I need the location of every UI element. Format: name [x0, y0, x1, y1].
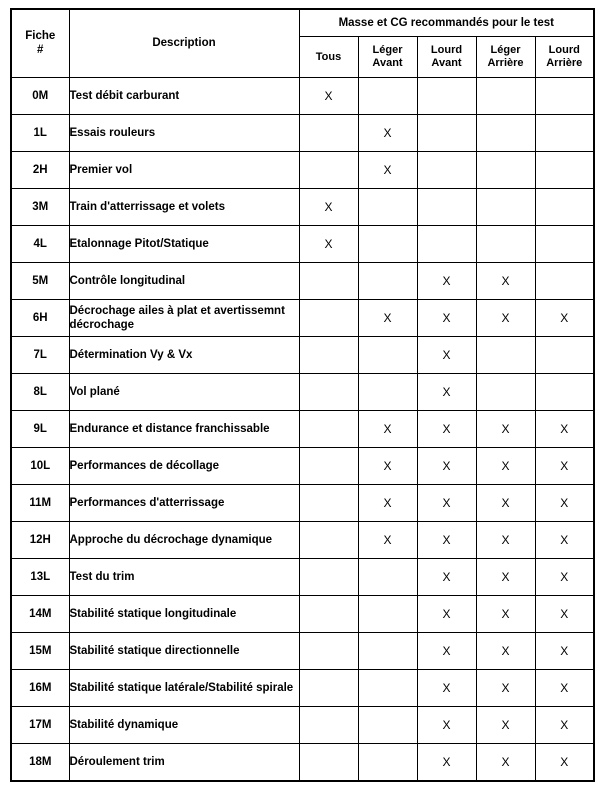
- table-row: [11, 226, 594, 263]
- cell-mark-lourd-avant: [417, 189, 476, 226]
- cell-fiche-number: 13L: [11, 559, 69, 596]
- header-leger-arriere-line1: Léger: [490, 44, 521, 57]
- header-leger-avant-line2: Avant: [372, 57, 403, 69]
- cell-mark-leger-arriere: X: [476, 596, 535, 633]
- cell-mark-leger-arriere: X: [476, 263, 535, 300]
- header-lourd-arriere: [535, 37, 594, 78]
- cell-mark-tous: [299, 596, 358, 633]
- cell-mark-tous: [299, 522, 358, 559]
- cell-mark-leger-arriere: X: [476, 522, 535, 559]
- cell-mark-leger-avant: X: [358, 522, 417, 559]
- cell-description: Approche du décrochage dynamique: [69, 522, 299, 559]
- cell-mark-leger-arriere: X: [476, 485, 535, 522]
- cell-fiche-number: 3M: [11, 189, 69, 226]
- cell-fiche-number: 12H: [11, 522, 69, 559]
- table-row: [11, 633, 594, 670]
- cell-mark-lourd-avant: [417, 226, 476, 263]
- cell-description: Stabilité dynamique: [69, 707, 299, 744]
- cell-description: Test débit carburant: [69, 78, 299, 115]
- cell-mark-leger-avant: X: [358, 300, 417, 337]
- table-row: [11, 744, 594, 782]
- cell-mark-leger-arriere: X: [476, 707, 535, 744]
- cell-mark-leger-avant: X: [358, 411, 417, 448]
- cell-mark-leger-arriere: [476, 226, 535, 263]
- cell-mark-lourd-arriere: X: [535, 522, 594, 559]
- header-description: Description: [69, 9, 299, 78]
- cell-mark-tous: [299, 633, 358, 670]
- cell-mark-leger-arriere: [476, 189, 535, 226]
- cell-mark-leger-arriere: X: [476, 300, 535, 337]
- header-leger-arriere-line2: Arrière: [487, 57, 524, 69]
- header-row-group: [11, 9, 594, 37]
- cell-mark-tous: [299, 263, 358, 300]
- cell-mark-leger-avant: X: [358, 152, 417, 189]
- cell-fiche-number: 0M: [11, 78, 69, 115]
- table-row: [11, 374, 594, 411]
- cell-mark-leger-avant: [358, 596, 417, 633]
- cell-description: Performances de décollage: [69, 448, 299, 485]
- header-leger-arriere: [476, 37, 535, 78]
- cell-mark-leger-avant: [358, 263, 417, 300]
- cell-mark-leger-avant: [358, 226, 417, 263]
- cell-mark-leger-avant: [358, 78, 417, 115]
- header-leger-avant: [358, 37, 417, 78]
- cell-fiche-number: 7L: [11, 337, 69, 374]
- table-head: [11, 9, 594, 78]
- cell-description: Vol plané: [69, 374, 299, 411]
- header-fiche-line1: Fiche: [25, 30, 56, 43]
- cell-mark-leger-avant: [358, 374, 417, 411]
- cell-mark-lourd-arriere: X: [535, 559, 594, 596]
- header-leger-avant-line1: Léger: [372, 44, 403, 57]
- header-mass-cg-group: Masse et CG recommandés pour le test: [299, 9, 594, 37]
- cell-fiche-number: 14M: [11, 596, 69, 633]
- cell-mark-leger-avant: [358, 707, 417, 744]
- table-body: [11, 78, 594, 782]
- cell-mark-leger-arriere: X: [476, 670, 535, 707]
- cell-fiche-number: 16M: [11, 670, 69, 707]
- cell-mark-lourd-arriere: X: [535, 596, 594, 633]
- cell-mark-lourd-arriere: X: [535, 670, 594, 707]
- cell-fiche-number: 10L: [11, 448, 69, 485]
- cell-description: Stabilité statique directionnelle: [69, 633, 299, 670]
- table-row: [11, 152, 594, 189]
- cell-mark-lourd-arriere: X: [535, 300, 594, 337]
- cell-mark-lourd-avant: X: [417, 522, 476, 559]
- table-row: [11, 670, 594, 707]
- cell-fiche-number: 9L: [11, 411, 69, 448]
- cell-mark-lourd-avant: X: [417, 374, 476, 411]
- cell-mark-lourd-avant: [417, 78, 476, 115]
- cell-mark-tous: [299, 448, 358, 485]
- table-row: [11, 189, 594, 226]
- cell-mark-lourd-arriere: X: [535, 448, 594, 485]
- cell-mark-leger-arriere: X: [476, 448, 535, 485]
- cell-fiche-number: 4L: [11, 226, 69, 263]
- cell-mark-lourd-avant: [417, 115, 476, 152]
- cell-description: Performances d'atterrissage: [69, 485, 299, 522]
- cell-mark-lourd-arriere: X: [535, 744, 594, 782]
- cell-mark-leger-arriere: X: [476, 633, 535, 670]
- test-matrix-table: [10, 8, 595, 782]
- table-row: [11, 522, 594, 559]
- cell-description: Essais rouleurs: [69, 115, 299, 152]
- header-lourd-avant-line2: Avant: [431, 57, 462, 69]
- cell-mark-tous: [299, 707, 358, 744]
- cell-description: Stabilité statique longitudinale: [69, 596, 299, 633]
- cell-mark-tous: [299, 115, 358, 152]
- cell-description: Déroulement trim: [69, 744, 299, 782]
- cell-mark-lourd-avant: X: [417, 559, 476, 596]
- cell-fiche-number: 1L: [11, 115, 69, 152]
- cell-mark-lourd-arriere: X: [535, 485, 594, 522]
- cell-mark-lourd-avant: X: [417, 337, 476, 374]
- table-row: [11, 448, 594, 485]
- cell-mark-tous: [299, 152, 358, 189]
- header-tous: Tous: [299, 37, 358, 78]
- header-fiche-line2: #: [37, 43, 44, 56]
- cell-mark-leger-arriere: [476, 374, 535, 411]
- table-row: [11, 596, 594, 633]
- cell-description: Détermination Vy & Vx: [69, 337, 299, 374]
- cell-mark-lourd-avant: X: [417, 300, 476, 337]
- cell-fiche-number: 6H: [11, 300, 69, 337]
- cell-mark-leger-arriere: [476, 78, 535, 115]
- cell-mark-leger-avant: [358, 559, 417, 596]
- cell-mark-tous: [299, 337, 358, 374]
- cell-mark-leger-arriere: X: [476, 411, 535, 448]
- cell-mark-leger-arriere: X: [476, 744, 535, 782]
- cell-mark-tous: [299, 374, 358, 411]
- cell-description: Endurance et distance franchissable: [69, 411, 299, 448]
- cell-mark-lourd-avant: X: [417, 670, 476, 707]
- header-lourd-avant-line1: Lourd: [430, 44, 463, 57]
- table-row: [11, 411, 594, 448]
- cell-mark-lourd-avant: X: [417, 633, 476, 670]
- cell-mark-lourd-avant: X: [417, 485, 476, 522]
- cell-mark-lourd-avant: X: [417, 744, 476, 782]
- cell-mark-lourd-avant: X: [417, 448, 476, 485]
- cell-mark-tous: X: [299, 78, 358, 115]
- cell-mark-leger-avant: X: [358, 485, 417, 522]
- cell-mark-tous: X: [299, 189, 358, 226]
- table-row: [11, 115, 594, 152]
- cell-mark-leger-avant: [358, 744, 417, 782]
- cell-mark-lourd-arriere: [535, 337, 594, 374]
- cell-mark-leger-arriere: [476, 337, 535, 374]
- header-lourd-arriere-line1: Lourd: [548, 44, 580, 57]
- cell-mark-lourd-arriere: [535, 374, 594, 411]
- cell-mark-lourd-arriere: [535, 263, 594, 300]
- cell-mark-tous: [299, 300, 358, 337]
- cell-mark-tous: X: [299, 226, 358, 263]
- header-lourd-arriere-line2: Arrière: [546, 57, 583, 69]
- cell-description: Premier vol: [69, 152, 299, 189]
- header-lourd-avant: [417, 37, 476, 78]
- table-row: [11, 78, 594, 115]
- cell-description: Décrochage ailes à plat et avertissemnt décrochage: [69, 300, 299, 337]
- cell-mark-lourd-avant: X: [417, 707, 476, 744]
- cell-description: Stabilité statique latérale/Stabilité spirale: [69, 670, 299, 707]
- cell-mark-lourd-arriere: [535, 152, 594, 189]
- cell-mark-leger-avant: [358, 633, 417, 670]
- cell-fiche-number: 18M: [11, 744, 69, 782]
- cell-mark-leger-avant: X: [358, 448, 417, 485]
- cell-mark-leger-avant: [358, 337, 417, 374]
- table-row: [11, 707, 594, 744]
- cell-mark-leger-arriere: [476, 152, 535, 189]
- cell-mark-lourd-arriere: X: [535, 411, 594, 448]
- cell-description: Contrôle longitudinal: [69, 263, 299, 300]
- cell-fiche-number: 15M: [11, 633, 69, 670]
- cell-description: Test du trim: [69, 559, 299, 596]
- cell-mark-lourd-arriere: [535, 115, 594, 152]
- table-row: [11, 559, 594, 596]
- cell-fiche-number: 8L: [11, 374, 69, 411]
- cell-fiche-number: 11M: [11, 485, 69, 522]
- cell-mark-leger-arriere: [476, 115, 535, 152]
- cell-mark-leger-avant: [358, 189, 417, 226]
- cell-mark-lourd-avant: X: [417, 411, 476, 448]
- cell-mark-lourd-avant: [417, 152, 476, 189]
- header-fiche: [11, 9, 69, 78]
- cell-description: Etalonnage Pitot/Statique: [69, 226, 299, 263]
- cell-mark-lourd-arriere: X: [535, 707, 594, 744]
- cell-mark-lourd-avant: X: [417, 263, 476, 300]
- cell-description: Train d'atterrissage et volets: [69, 189, 299, 226]
- cell-mark-tous: [299, 744, 358, 782]
- table-row: [11, 485, 594, 522]
- cell-fiche-number: 2H: [11, 152, 69, 189]
- cell-fiche-number: 17M: [11, 707, 69, 744]
- cell-mark-lourd-arriere: [535, 189, 594, 226]
- cell-mark-lourd-arriere: [535, 226, 594, 263]
- cell-mark-lourd-arriere: X: [535, 633, 594, 670]
- table-row: [11, 300, 594, 337]
- table-row: [11, 337, 594, 374]
- cell-mark-leger-arriere: X: [476, 559, 535, 596]
- cell-mark-lourd-arriere: [535, 78, 594, 115]
- cell-mark-leger-avant: [358, 670, 417, 707]
- cell-mark-tous: [299, 411, 358, 448]
- cell-mark-tous: [299, 559, 358, 596]
- cell-mark-lourd-avant: X: [417, 596, 476, 633]
- cell-fiche-number: 5M: [11, 263, 69, 300]
- cell-mark-tous: [299, 485, 358, 522]
- table-row: [11, 263, 594, 300]
- cell-mark-leger-avant: X: [358, 115, 417, 152]
- cell-mark-tous: [299, 670, 358, 707]
